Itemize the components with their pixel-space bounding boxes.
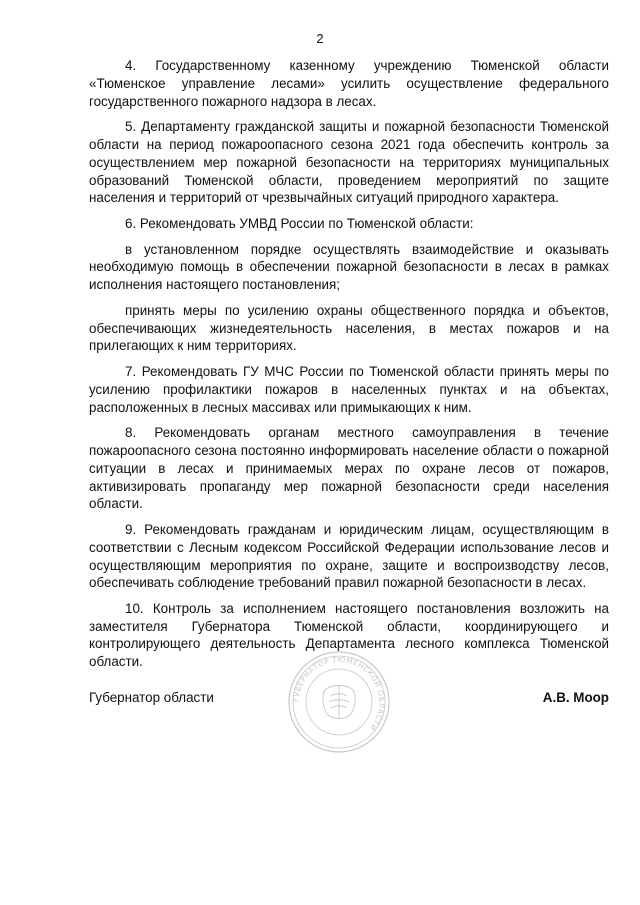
paragraph-10: 10. Контроль за исполнением настоящего постановления возложить на заместителя Губернатора Тюменской области, координирующего и контролирующего деятельность Департамента лесного комплекса Тюменской области. xyxy=(89,600,609,670)
signature-block xyxy=(89,690,609,710)
seal-text: ГУБЕРНАТОР ТЮМЕНСКОЙ ОБЛАСТИ xyxy=(291,654,387,733)
signer-position: Губернатор области xyxy=(89,690,214,705)
paragraph-6-item-1: в установленном порядке осуществлять взаимодействие и оказывать необходимую помощь в обеспечении пожарной безопасности в лесах в рамках исполнения настоящего постановления; xyxy=(89,241,609,293)
paragraph-6-item-2: принять меры по усилению охраны общественного порядка и объектов, обеспечивающих жизнедеятельность населения, в местах пожаров и на прилегающих к ним территориях. xyxy=(89,302,609,354)
document-body xyxy=(89,57,609,679)
signer-name: А.В. Моор xyxy=(542,690,609,705)
paragraph-8: 8. Рекомендовать органам местного самоуправления в течение пожароопасного сезона постоянно информировать население области о пожарной ситуации в лесах и принимаемых мерах по охране лесов от пожаров, активизировать пропаганду мер пожарной безопасности среди населения области. xyxy=(89,425,609,512)
paragraph-5: 5. Департаменту гражданской защиты и пожарной безопасности Тюменской области на период пожароопасного сезона 2021 года обеспечить контроль за осуществлением мер пожарной безопасности на территориях муниципальных образований Тюменской области, проведением мероприятий по защите населения и территорий от чрезвычайных ситуаций природного характера. xyxy=(89,119,609,206)
page-number: 2 xyxy=(316,31,324,46)
paragraph-7: 7. Рекомендовать ГУ МЧС России по Тюменской области принять меры по усилению профилактики пожаров в населенных пунктах и на объектах, расположенных в лесных массивах или примыкающих к ним. xyxy=(89,363,609,415)
paragraph-6: 6. Рекомендовать УМВД России по Тюменской области: xyxy=(125,215,474,231)
paragraph-9: 9. Рекомендовать гражданам и юридическим лицам, осуществляющим в соответствии с Лесным кодексом Российской Федерации использование лесов и осуществляющим мероприятия по охране, защите и воспроизводству лесов, обеспечивать соблюдение требований правил пожарной безопасности в лесах. xyxy=(89,521,609,591)
paragraph-4: 4. Государственному казенному учреждению Тюменской области «Тюменское управление лесами» усилить осуществление федерального государственного пожарного надзора в лесах. xyxy=(89,58,609,109)
